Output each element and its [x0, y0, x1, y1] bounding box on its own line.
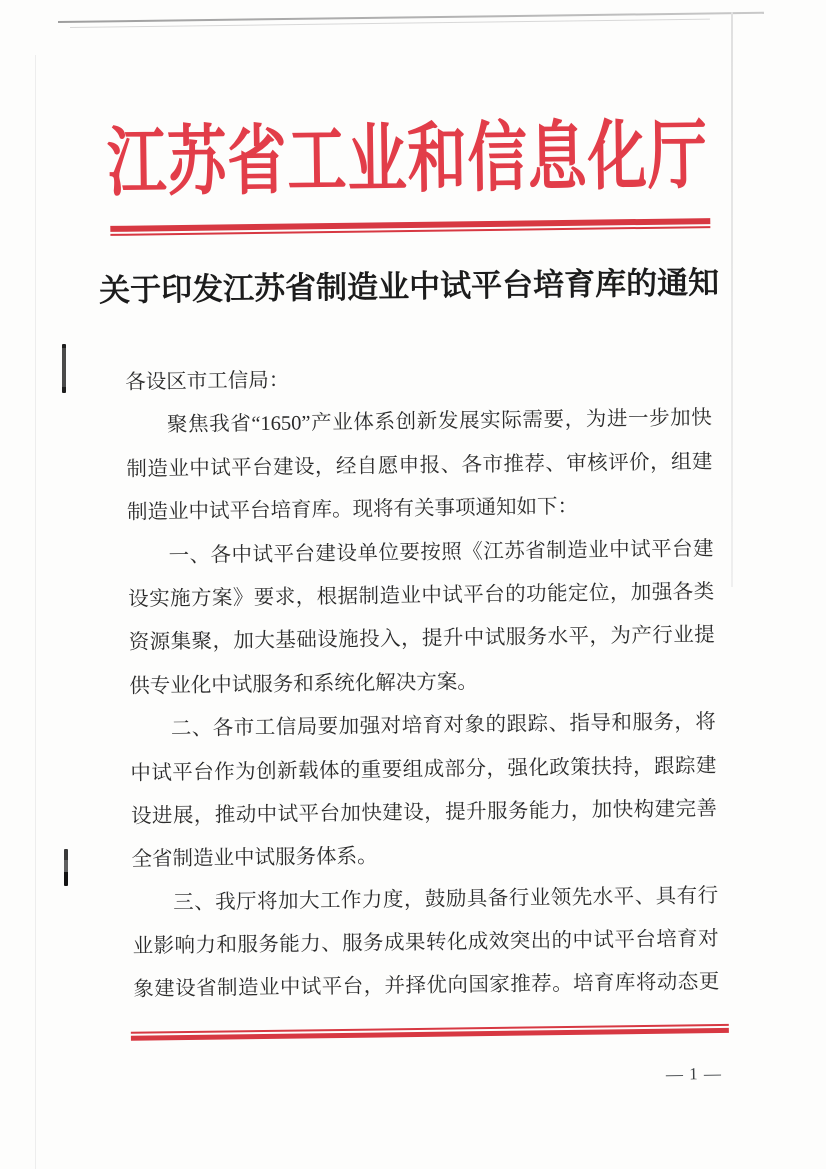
body-line: 制造业中试平台培育库。现将有关事项通知如下： [126, 496, 579, 524]
body-line: 中试平台作为创新载体的重要组成部分，强化政策扶持，跟踪建 [130, 754, 717, 785]
body-line: 设进展，推动中试平台加快建设，提升服务能力，加快构建完善 [130, 797, 718, 828]
agency-header [0, 107, 821, 218]
footer-double-rule [131, 1024, 729, 1041]
body-line: 供专业化中试服务和系统化解决方案。 [129, 670, 478, 698]
body-line: 制造业中试平台建设，经自愿申报、各市推荐、审核评价，组建 [126, 450, 713, 481]
body-line: 聚焦我省“1650”产业体系创新发展实际需要，为进一步加快 [166, 407, 713, 437]
page-number: — 1 — [665, 1063, 723, 1084]
document-title: 关于印发江苏省制造业中试平台培育库的通知 [98, 264, 720, 309]
body-line: 资源集聚，加大基础设施投入，提升中试服务水平，为产行业提 [128, 624, 715, 655]
header-double-rule [110, 218, 710, 236]
body-line: 一、各中试平台建设单位要按照《江苏省制造业中试平台建 [168, 537, 714, 567]
body-line: 全省制造业中试服务体系。 [131, 845, 378, 872]
agency-header-text: 江苏省工业和信息化厅 [106, 114, 709, 206]
body-line: 二、各市工信局要加强对培育对象的跟踪、指导和服务，将 [170, 711, 716, 741]
document-body [125, 354, 719, 1012]
body-line: 各设区市工信局： [125, 369, 290, 394]
body-line: 三、我厅将加大工作力度，鼓励具备行业领先水平、具有行 [173, 884, 719, 914]
body-line: 设实施方案》要求，根据制造业中试平台的功能定位，加强各类 [128, 581, 715, 611]
body-line: 业影响力和服务能力、服务成果转化成效突出的中试平台培育对 [132, 928, 719, 958]
body-line: 象建设省制造业中试平台，并择优向国家推荐。培育库将动态更 [133, 971, 720, 1002]
